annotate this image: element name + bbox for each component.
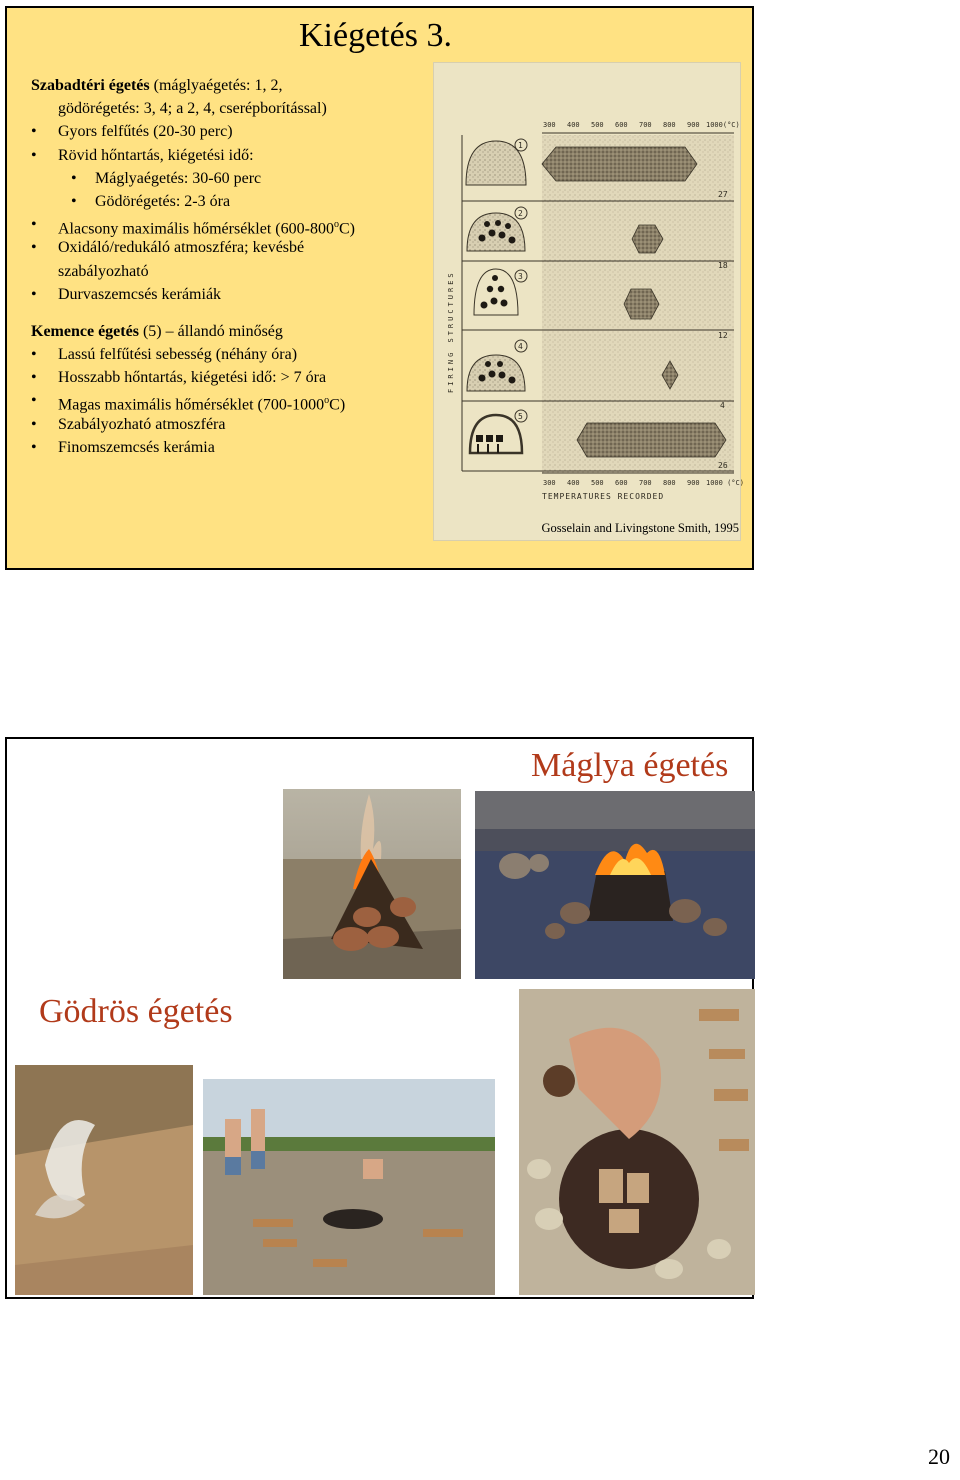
bullet-item: Lassú felfűtési sebesség (néhány óra) xyxy=(58,346,298,364)
temp-scale-top xyxy=(543,121,740,129)
tick-label: 300 xyxy=(543,479,556,487)
bullet-item: Alacsony maximális hőmérséklet (600-800$^o$C) xyxy=(58,219,355,238)
open-firing-heading-cont: gödörégetés: 3, 4; a 2, 4, cserépborítással) xyxy=(58,100,327,118)
bullet-item: Gyors felfűtés (20-30 perc) xyxy=(58,123,233,141)
bullet-item: Oxidáló/redukáló atmoszféra; kevésbé xyxy=(58,239,305,257)
bullet-item: Durvaszemcsés kerámiák xyxy=(58,285,222,303)
open-firing-heading xyxy=(31,74,451,97)
slide-firing-methods xyxy=(5,6,754,570)
pit-firing-photo-3 xyxy=(519,989,755,1295)
tick-label: 1000 (°C) xyxy=(706,479,744,487)
page-number: 20 xyxy=(928,1444,950,1469)
slide-title: Kiégetés 3. xyxy=(299,17,452,54)
row-number: 3 xyxy=(518,272,523,281)
kiln-firing-heading xyxy=(31,320,451,343)
row-count: 18 xyxy=(718,261,728,270)
bonfire-photo-2 xyxy=(475,791,755,979)
structure-icons xyxy=(466,141,526,453)
tick-label: 600 xyxy=(615,121,628,129)
diagram-svg xyxy=(434,63,744,540)
bullet-item: Magas maximális hőmérséklet (700-1000$^o$C) xyxy=(58,395,346,414)
bullet-item-cont: szabályozható xyxy=(58,262,149,280)
bonfire-photo-1 xyxy=(283,789,461,979)
tick-label: 400 xyxy=(567,121,580,129)
side-label xyxy=(447,270,455,393)
tick-label: 900 xyxy=(687,479,700,487)
tick-label: 300 xyxy=(543,121,556,129)
kiln-firing-heading-bold: Kemence égetés xyxy=(31,322,139,340)
bullet-item: Rövid hőntartás, kiégetési idő: xyxy=(58,146,254,164)
row-number: 1 xyxy=(518,141,523,150)
bullet-item: Szabályozható atmoszféra xyxy=(58,415,226,433)
row-count: 27 xyxy=(718,190,728,199)
tick-label: 400 xyxy=(567,479,580,487)
bullet-item: Hosszabb hőntartás, kiégetési idő: > 7 óra xyxy=(58,369,327,387)
pit-firing-photo-2 xyxy=(203,1079,495,1295)
row-number: 4 xyxy=(518,342,523,351)
tick-label: 700 xyxy=(639,121,652,129)
row-count: 26 xyxy=(718,461,728,470)
svg-text:FIRING STRUCTURES: FIRING STRUCTURES xyxy=(447,270,455,393)
tick-label: 900 xyxy=(687,121,700,129)
pit-firing-photo-1 xyxy=(15,1065,193,1295)
bullet-item: Finomszemcsés kerámia xyxy=(58,438,215,456)
tick-label: 500 xyxy=(591,479,604,487)
axis-caption: TEMPERATURES RECORDED xyxy=(542,492,665,501)
kiln-firing-heading-rest: (5) – állandó minőség xyxy=(138,322,283,340)
slide-firing-photos xyxy=(5,737,754,1299)
tick-label: 1000(°C) xyxy=(706,121,740,129)
tick-label: 800 xyxy=(663,121,676,129)
tick-label: 800 xyxy=(663,479,676,487)
open-firing-heading-bold: Szabadtéri égetés xyxy=(31,77,150,94)
row-number: 5 xyxy=(518,412,523,421)
sub-bullet-item: Máglyaégetés: 30-60 perc xyxy=(95,169,262,187)
row-count: 12 xyxy=(718,331,728,340)
row-number: 2 xyxy=(518,209,523,218)
pit-firing-title: Gödrös égetés xyxy=(39,993,233,1030)
firing-temperature-diagram xyxy=(433,62,744,541)
open-firing-heading-rest: (máglyaégetés: 1, 2, xyxy=(149,77,283,94)
sub-bullet-item: Gödörégetés: 2-3 óra xyxy=(95,192,231,210)
temp-scale-bottom xyxy=(542,479,744,501)
row-count: 4 xyxy=(720,401,725,410)
tick-label: 500 xyxy=(591,121,604,129)
slide-text xyxy=(31,74,451,459)
image-credit: Gosselain and Livingstone Smith, 1995 xyxy=(541,521,739,535)
tick-label: 700 xyxy=(639,479,652,487)
tick-label: 600 xyxy=(615,479,628,487)
bonfire-firing-title: Máglya égetés xyxy=(531,747,729,784)
